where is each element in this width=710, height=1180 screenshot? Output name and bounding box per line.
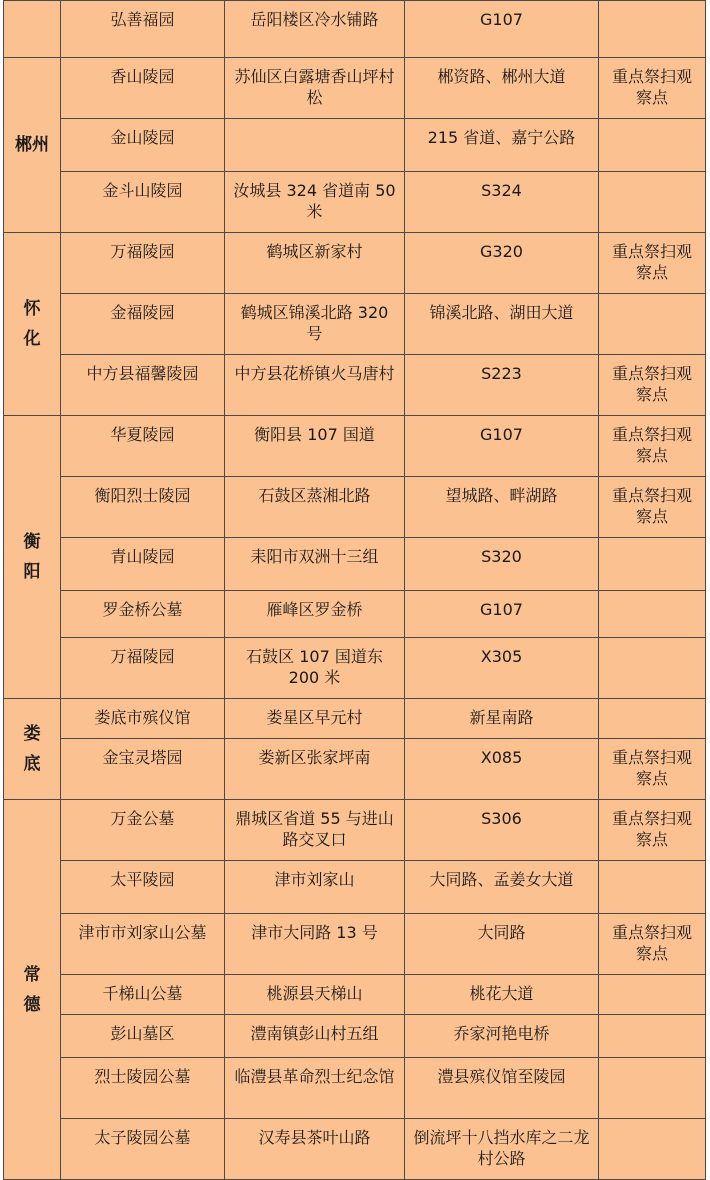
note-cell (599, 699, 706, 739)
road-cell: 乔家河艳电桥 (405, 1015, 599, 1058)
table-row (4, 294, 706, 355)
cemetery-name-cell: 金斗山陵园 (61, 172, 225, 233)
note-cell (599, 1119, 706, 1180)
location-cell: 鹤城区新家村 (225, 233, 405, 294)
location-cell: 石鼓区蒸湘北路 (225, 477, 405, 538)
table-row (4, 1119, 706, 1180)
location-cell (225, 119, 405, 172)
table-body (4, 1, 706, 1180)
table-row (4, 975, 706, 1015)
table-row (4, 172, 706, 233)
cemetery-name-cell: 太子陵园公墓 (61, 1119, 225, 1180)
road-cell: 望城路、畔湖路 (405, 477, 599, 538)
cemetery-name-cell: 烈士陵园公墓 (61, 1058, 225, 1119)
note-cell: 重点祭扫观察点 (599, 233, 706, 294)
road-cell: 澧县殡仪馆至陵园 (405, 1058, 599, 1119)
road-cell: S306 (405, 800, 599, 861)
note-cell: 重点祭扫观察点 (599, 355, 706, 416)
table-row (4, 58, 706, 119)
note-cell: 重点祭扫观察点 (599, 800, 706, 861)
cemetery-name-cell: 衡阳烈士陵园 (61, 477, 225, 538)
table-row (4, 477, 706, 538)
road-cell: 锦溪北路、湖田大道 (405, 294, 599, 355)
note-cell (599, 638, 706, 699)
cemetery-name-cell: 津市市刘家山公墓 (61, 914, 225, 975)
table-row (4, 1015, 706, 1058)
location-cell: 汝城县 324 省道南 50 米 (225, 172, 405, 233)
location-cell: 桃源县天梯山 (225, 975, 405, 1015)
cemetery-name-cell: 千梯山公墓 (61, 975, 225, 1015)
location-cell: 津市刘家山 (225, 861, 405, 914)
road-cell: G107 (405, 1, 599, 58)
location-cell: 岳阳楼区冷水铺路 (225, 1, 405, 58)
cemetery-name-cell: 金宝灵塔园 (61, 739, 225, 800)
cemetery-name-cell: 娄底市殡仪馆 (61, 699, 225, 739)
table-row (4, 591, 706, 638)
note-cell: 重点祭扫观察点 (599, 739, 706, 800)
location-cell: 鹤城区锦溪北路 320 号 (225, 294, 405, 355)
region-cell (4, 1, 61, 58)
table-row (4, 1, 706, 58)
table-row (4, 355, 706, 416)
cemetery-name-cell: 太平陵园 (61, 861, 225, 914)
location-cell: 娄星区早元村 (225, 699, 405, 739)
location-cell: 耒阳市双洲十三组 (225, 538, 405, 591)
road-cell: G107 (405, 591, 599, 638)
cemetery-name-cell: 罗金桥公墓 (61, 591, 225, 638)
road-cell: S324 (405, 172, 599, 233)
location-cell: 苏仙区白露塘香山坪村松 (225, 58, 405, 119)
table-row (4, 1058, 706, 1119)
location-cell: 娄新区张家坪南 (225, 739, 405, 800)
location-cell: 中方县花桥镇火马唐村 (225, 355, 405, 416)
cemetery-name-cell: 金山陵园 (61, 119, 225, 172)
note-cell (599, 294, 706, 355)
location-cell: 衡阳县 107 国道 (225, 416, 405, 477)
cemetery-name-cell: 青山陵园 (61, 538, 225, 591)
table-row (4, 638, 706, 699)
cemetery-name-cell: 香山陵园 (61, 58, 225, 119)
note-cell (599, 861, 706, 914)
cemetery-name-cell: 万福陵园 (61, 233, 225, 294)
road-cell: 倒流坪十八挡水库之二龙村公路 (405, 1119, 599, 1180)
location-cell: 雁峰区罗金桥 (225, 591, 405, 638)
table-row (4, 914, 706, 975)
road-cell: X085 (405, 739, 599, 800)
note-cell: 重点祭扫观察点 (599, 914, 706, 975)
table-row (4, 699, 706, 739)
note-cell (599, 1058, 706, 1119)
road-cell: S223 (405, 355, 599, 416)
cemetery-name-cell: 金福陵园 (61, 294, 225, 355)
road-cell: 桃花大道 (405, 975, 599, 1015)
location-cell: 临澧县革命烈士纪念馆 (225, 1058, 405, 1119)
road-cell: X305 (405, 638, 599, 699)
table-row (4, 861, 706, 914)
road-cell: 大同路 (405, 914, 599, 975)
road-cell: 215 省道、嘉宁公路 (405, 119, 599, 172)
note-cell: 重点祭扫观察点 (599, 416, 706, 477)
table-row (4, 233, 706, 294)
cemetery-name-cell: 弘善福园 (61, 1, 225, 58)
table-row (4, 538, 706, 591)
road-cell: 新星南路 (405, 699, 599, 739)
location-cell: 石鼓区 107 国道东 200 米 (225, 638, 405, 699)
region-cell: 怀化 (4, 233, 61, 416)
region-cell: 衡阳 (4, 416, 61, 699)
note-cell (599, 1015, 706, 1058)
note-cell (599, 538, 706, 591)
location-cell: 汉寿县茶叶山路 (225, 1119, 405, 1180)
cemetery-table-container (3, 0, 706, 1180)
table-row (4, 416, 706, 477)
road-cell: G320 (405, 233, 599, 294)
note-cell (599, 591, 706, 638)
note-cell: 重点祭扫观察点 (599, 58, 706, 119)
cemetery-name-cell: 中方县福馨陵园 (61, 355, 225, 416)
road-cell: S320 (405, 538, 599, 591)
note-cell (599, 1, 706, 58)
road-cell: 郴资路、郴州大道 (405, 58, 599, 119)
note-cell (599, 172, 706, 233)
location-cell: 澧南镇彭山村五组 (225, 1015, 405, 1058)
location-cell: 鼎城区省道 55 与进山路交叉口 (225, 800, 405, 861)
cemetery-name-cell: 华夏陵园 (61, 416, 225, 477)
table-row (4, 739, 706, 800)
cemetery-name-cell: 万福陵园 (61, 638, 225, 699)
cemetery-name-cell: 彭山墓区 (61, 1015, 225, 1058)
road-cell: 大同路、孟姜女大道 (405, 861, 599, 914)
cemetery-name-cell: 万金公墓 (61, 800, 225, 861)
table-row (4, 800, 706, 861)
region-cell: 娄底 (4, 699, 61, 800)
location-cell: 津市大同路 13 号 (225, 914, 405, 975)
table-row (4, 119, 706, 172)
region-cell: 常德 (4, 800, 61, 1180)
note-cell (599, 119, 706, 172)
region-cell: 郴州 (4, 58, 61, 233)
road-cell: G107 (405, 416, 599, 477)
cemetery-table (3, 0, 706, 1180)
note-cell (599, 975, 706, 1015)
note-cell: 重点祭扫观察点 (599, 477, 706, 538)
